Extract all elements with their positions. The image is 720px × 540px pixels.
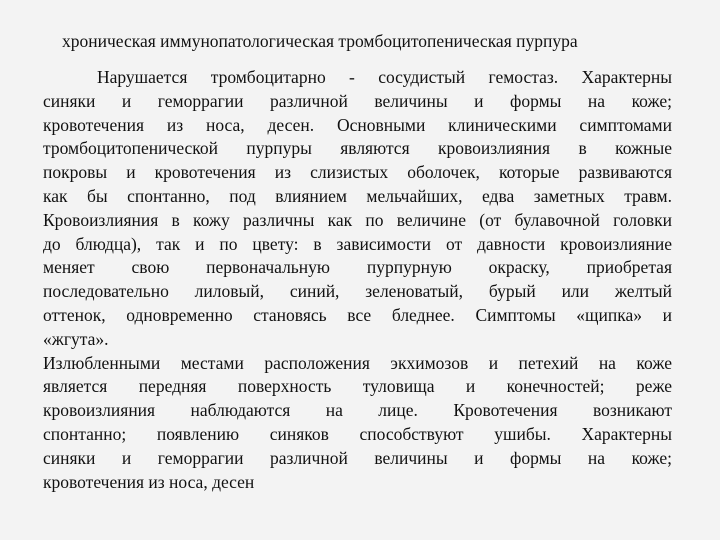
text-line: является передняя поверхность туловища и конечностей; реже — [43, 376, 672, 397]
text-line: тромбоцитопенической пурпуры являются кровоизлияния в кожные — [43, 138, 672, 159]
text-line: спонтанно; появлению синяков способствуют ушибы. Характерны — [43, 423, 672, 444]
text-line: как бы спонтанно, под влиянием мельчайших, едва заметных травм. — [43, 185, 672, 206]
text-line: синяки и геморрагии различной величины и формы на коже; — [43, 447, 672, 468]
text-line: Нарушается тромбоцитарно - сосудистый гемостаз. Характерны — [97, 67, 672, 87]
text-line: Излюбленными местами расположения экхимозов и петехий на коже — [43, 352, 672, 373]
text-line: Кровоизлияния в кожу различны как по величине (от булавочной головки — [43, 209, 672, 230]
text-line: покровы и кровотечения из слизистых оболочек, которые развиваются — [43, 162, 672, 183]
page-title: хроническая иммунопатологическая тромбоцитопеническая пурпура — [62, 31, 578, 51]
text-line: меняет свою первоначальную пурпурную окраску, приобретая — [43, 257, 672, 278]
text-line: «жгута». — [43, 328, 109, 349]
text-line: последовательно лиловый, синий, зеленоватый, бурый или желтый — [43, 281, 672, 302]
text-line: до блюдца), так и по цвету: в зависимости от давности кровоизлияние — [43, 233, 672, 254]
text-line: кровотечения из носа, десен — [43, 471, 255, 492]
text-line: кровоизлияния наблюдаются на лице. Кровотечения возникают — [43, 400, 672, 421]
text-line: оттенок, одновременно становясь все бледнее. Симптомы «щипка» и — [43, 304, 672, 325]
text-line: кровотечения из носа, десен. Основными клиническими симптомами — [43, 114, 672, 135]
text-line: синяки и геморрагии различной величины и формы на коже; — [43, 90, 672, 111]
body-text — [43, 66, 672, 494]
